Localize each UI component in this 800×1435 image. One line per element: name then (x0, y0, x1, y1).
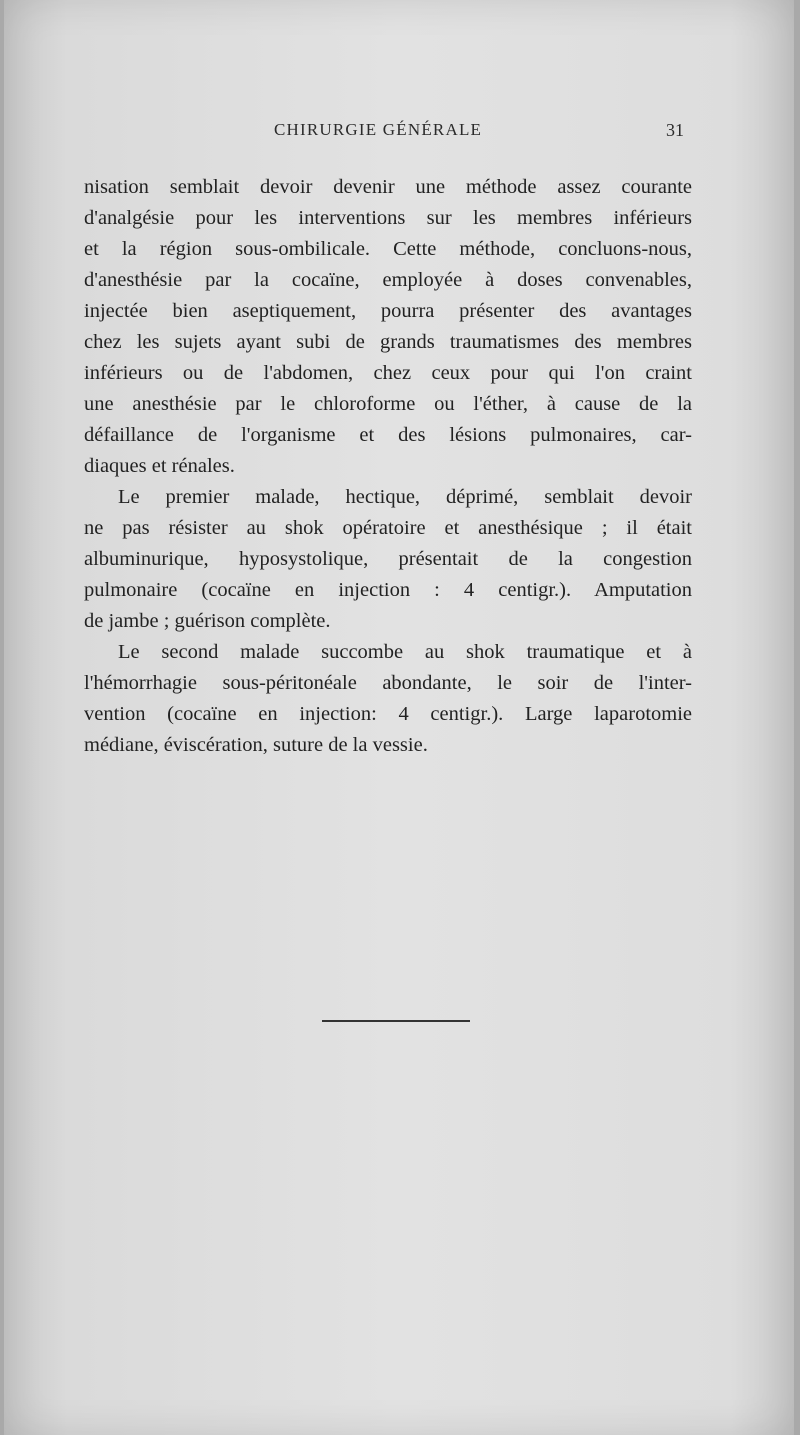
text-line: l'hémorrhagie sous-péritonéale abondante, le soir de l'inter- (84, 672, 692, 694)
text-line: de jambe ; guérison complète. (84, 610, 331, 632)
text-line: nisation semblait devoir devenir une méthode assez courante (84, 176, 692, 198)
text-line: inférieurs ou de l'abdomen, chez ceux pour qui l'on craint (84, 362, 692, 384)
text-line: albuminurique, hyposystolique, présentait de la congestion (84, 548, 692, 570)
page-header (84, 120, 684, 150)
text-line: et la région sous-ombilicale. Cette méthode, concluons-nous, (84, 238, 692, 260)
text-line: Le premier malade, hectique, déprimé, semblait devoir (118, 486, 692, 508)
text-line: chez les sujets ayant subi de grands traumatismes des membres (84, 331, 692, 353)
text-line: injectée bien aseptiquement, pourra présenter des avantages (84, 300, 692, 322)
text-line: pulmonaire (cocaïne en injection : 4 centigr.). Amputation (84, 579, 692, 601)
text-line: diaques et rénales. (84, 455, 235, 477)
section-divider-rule (322, 1020, 470, 1022)
text-line: défaillance de l'organisme et des lésions pulmonaires, car- (84, 424, 692, 446)
text-line: médiane, éviscération, suture de la vessie. (84, 734, 428, 756)
text-line: d'analgésie pour les interventions sur les membres inférieurs (84, 207, 692, 229)
text-line: une anesthésie par le chloroforme ou l'éther, à cause de la (84, 393, 692, 415)
text-line: Le second malade succombe au shok traumatique et à (118, 641, 692, 663)
body-text (84, 172, 692, 761)
book-page (4, 0, 794, 1435)
text-line: ne pas résister au shok opératoire et anesthésique ; il était (84, 517, 692, 539)
running-title: CHIRURGIE GÉNÉRALE (274, 120, 483, 139)
page-number: 31 (666, 120, 684, 140)
text-line: d'anesthésie par la cocaïne, employée à doses convenables, (84, 269, 692, 291)
text-line: vention (cocaïne en injection: 4 centigr.). Large laparotomie (84, 703, 692, 725)
